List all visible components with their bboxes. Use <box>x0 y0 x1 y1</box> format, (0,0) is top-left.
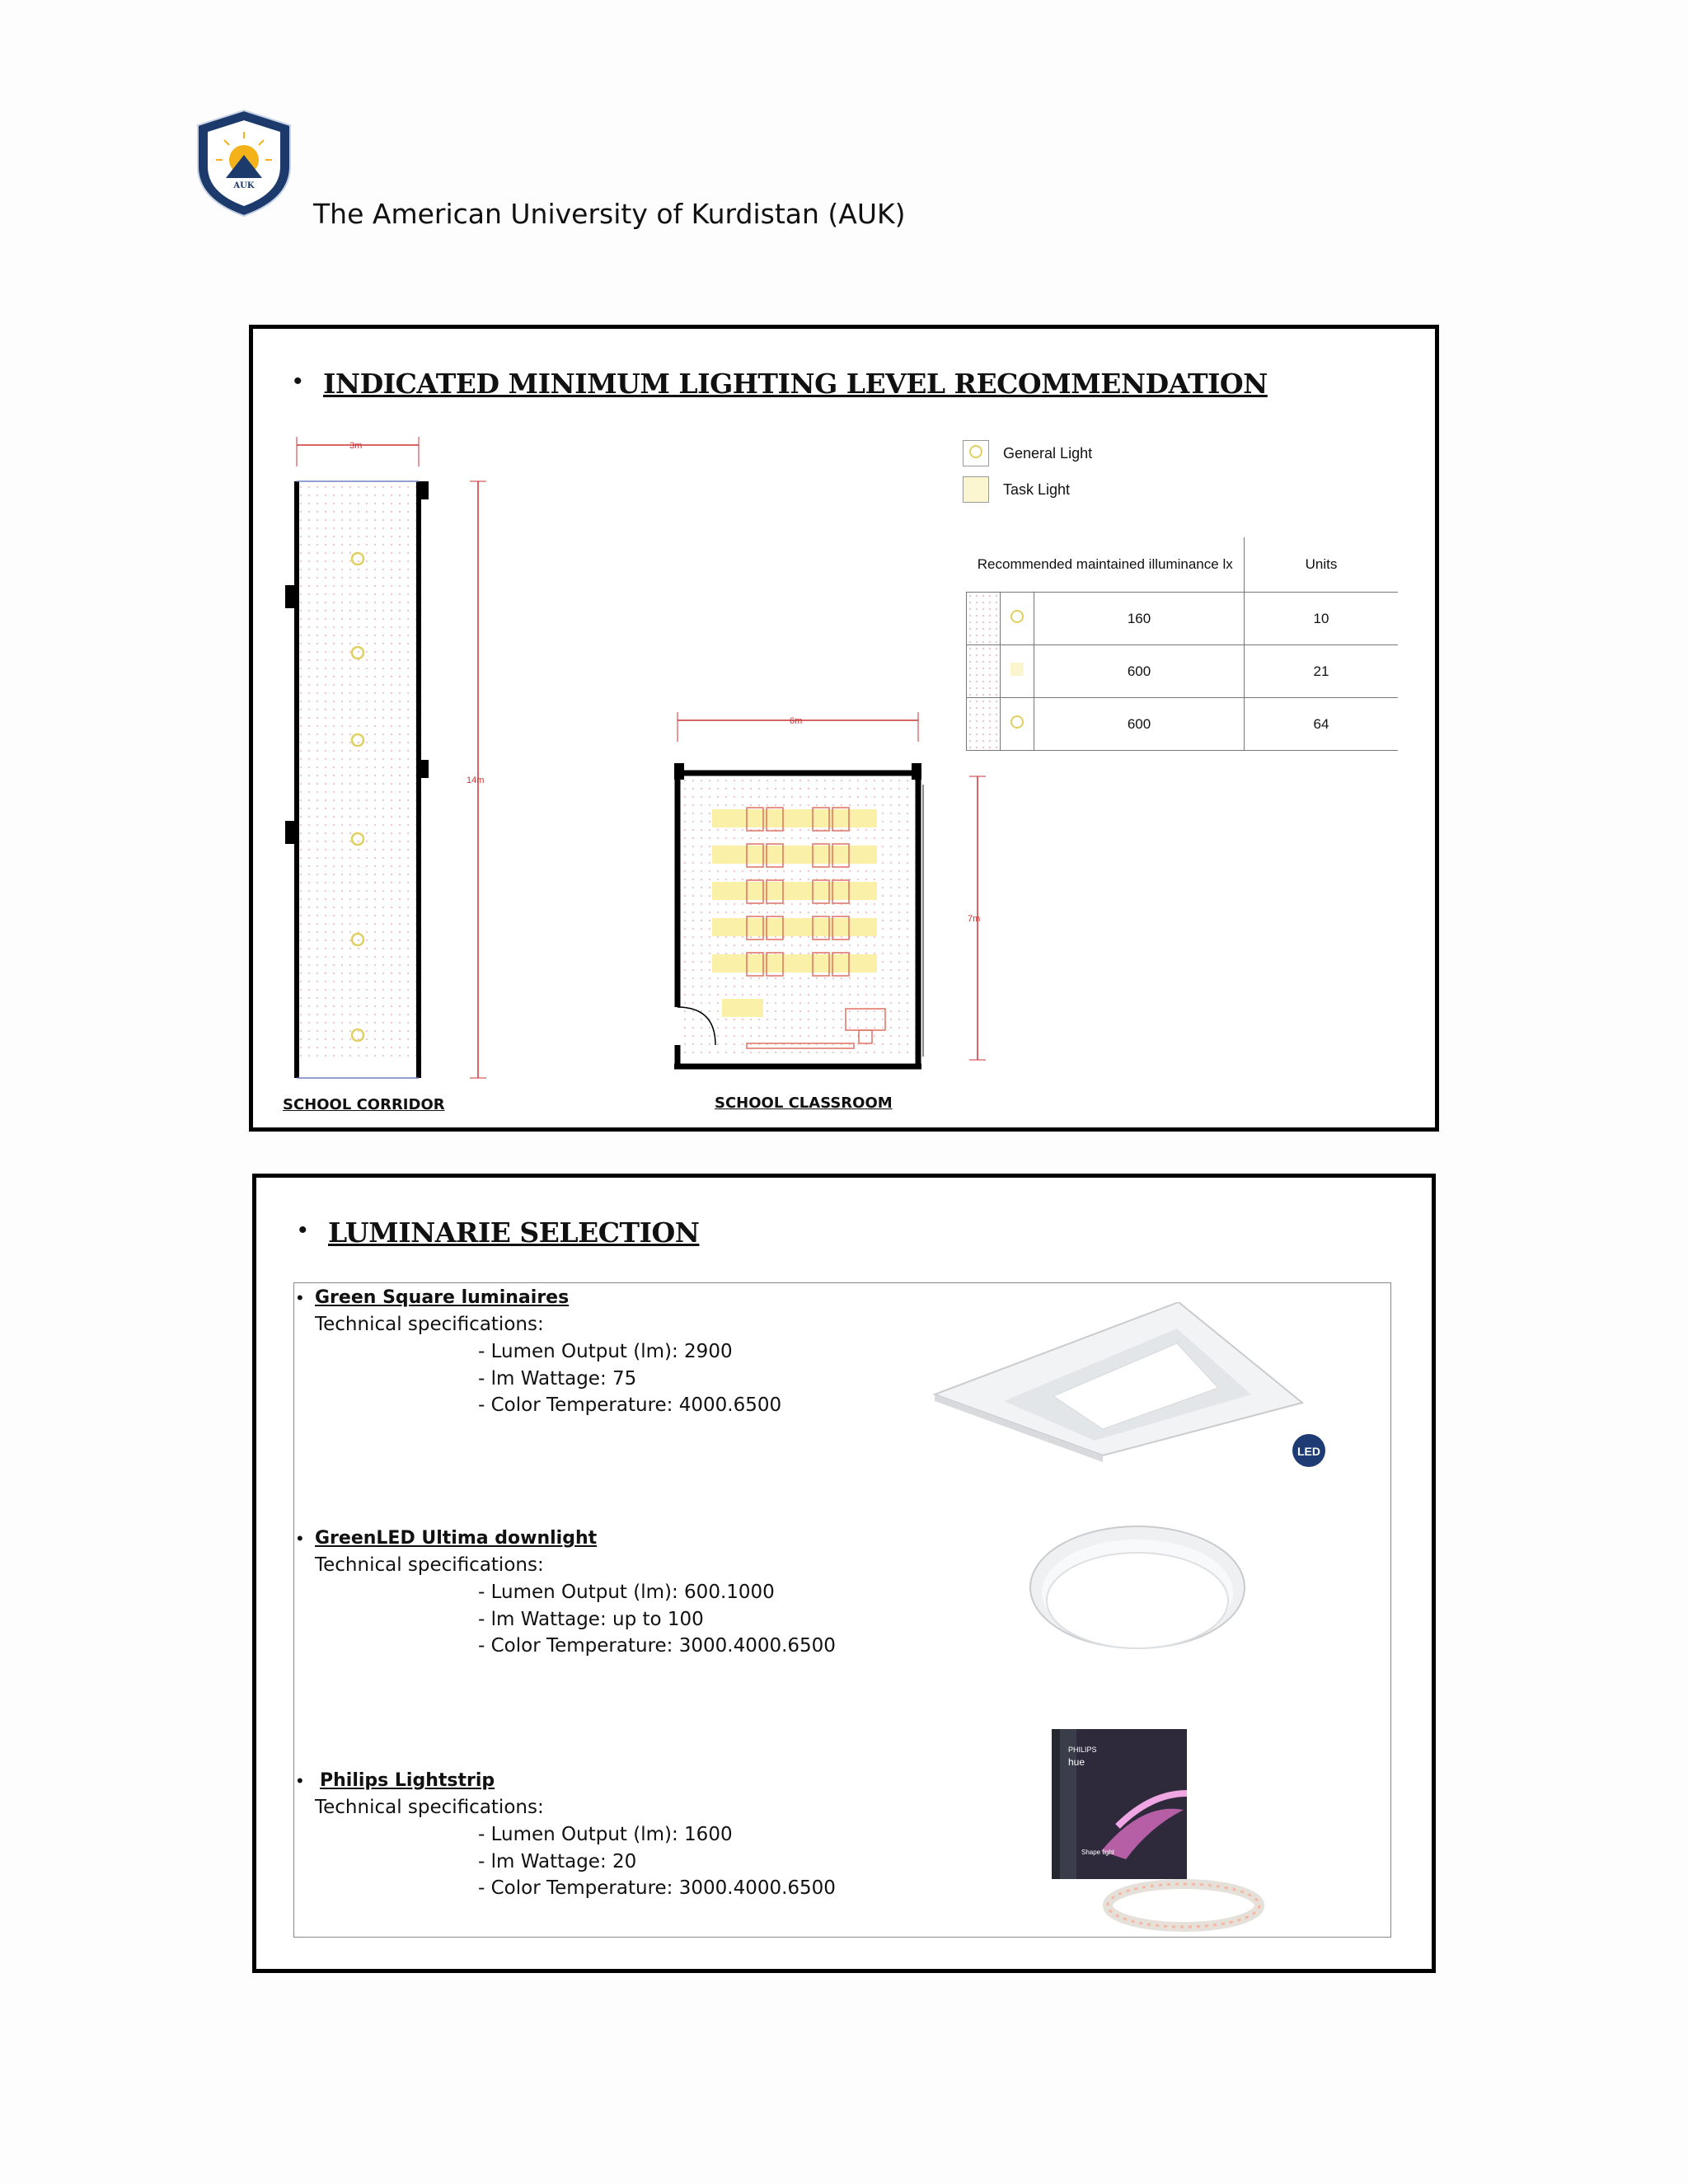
svg-text:hue: hue <box>1068 1756 1085 1768</box>
table-header-units: Units <box>1245 537 1399 593</box>
illuminance-table <box>966 537 1398 751</box>
corridor-plan <box>280 434 511 1085</box>
table-row: 600 64 <box>967 698 1399 751</box>
product-subtitle: Technical specifications: <box>315 1314 544 1335</box>
product-subtitle: Technical specifications: <box>315 1797 544 1818</box>
legend-general: General Light <box>963 440 1092 466</box>
university-title: The American University of Kurdistan (AUK) <box>313 198 906 230</box>
spec-line: - Lumen Output (lm): 600.1000 <box>478 1582 775 1603</box>
table-row: 160 10 <box>967 593 1399 645</box>
ring-icon <box>1010 610 1024 623</box>
svg-text:LED: LED <box>1297 1445 1320 1458</box>
table-row: 600 21 <box>967 645 1399 698</box>
svg-text:PHILIPS: PHILIPS <box>1068 1746 1097 1754</box>
ring-icon <box>963 440 989 466</box>
ring-icon <box>1010 715 1024 729</box>
product-name: Philips Lightstrip <box>320 1770 495 1791</box>
spec-line: - lm Wattage: 75 <box>478 1368 637 1390</box>
product-name: GreenLED Ultima downlight <box>315 1528 598 1549</box>
corridor-label: SCHOOL CORRIDOR <box>283 1096 445 1113</box>
spec-line: - Color Temperature: 3000.4000.6500 <box>478 1877 836 1899</box>
square-icon <box>1010 663 1024 676</box>
classroom-label: SCHOOL CLASSROOM <box>715 1094 893 1112</box>
square-icon <box>963 476 989 503</box>
spec-line: - Color Temperature: 4000.6500 <box>478 1394 782 1416</box>
product-subtitle: Technical specifications: <box>315 1554 544 1576</box>
spec-line: - Color Temperature: 3000.4000.6500 <box>478 1635 836 1657</box>
greenled-downlight-image <box>1022 1521 1253 1661</box>
classroom-plan <box>664 710 994 1073</box>
bullet: • <box>298 1216 307 1244</box>
philips-lightstrip-image <box>1052 1727 1266 1942</box>
svg-text:AUK: AUK <box>233 181 255 190</box>
green-square-luminaire-image <box>930 1302 1334 1475</box>
svg-text:Shape light: Shape light <box>1081 1849 1115 1856</box>
auk-logo <box>195 109 293 218</box>
legend-task: Task Light <box>963 476 1070 503</box>
svg-text:6m: 6m <box>790 716 803 726</box>
product-name: Green Square luminaires <box>315 1287 570 1308</box>
luminaire-heading: LUMINARIE SELECTION <box>328 1216 700 1249</box>
spec-line: - Lumen Output (lm): 2900 <box>478 1341 733 1362</box>
spec-line: - lm Wattage: up to 100 <box>478 1609 704 1630</box>
bullet: • <box>293 368 302 395</box>
table-header-illuminance: Recommended maintained illuminance lx <box>967 537 1245 593</box>
svg-text:14m: 14m <box>467 776 485 785</box>
lighting-heading: INDICATED MINIMUM LIGHTING LEVEL RECOMMENDATION <box>323 368 1268 400</box>
spec-line: - Lumen Output (lm): 1600 <box>478 1824 733 1845</box>
svg-text:7m: 7m <box>968 914 981 924</box>
svg-text:3m: 3m <box>349 441 363 451</box>
spec-line: - lm Wattage: 20 <box>478 1851 637 1872</box>
